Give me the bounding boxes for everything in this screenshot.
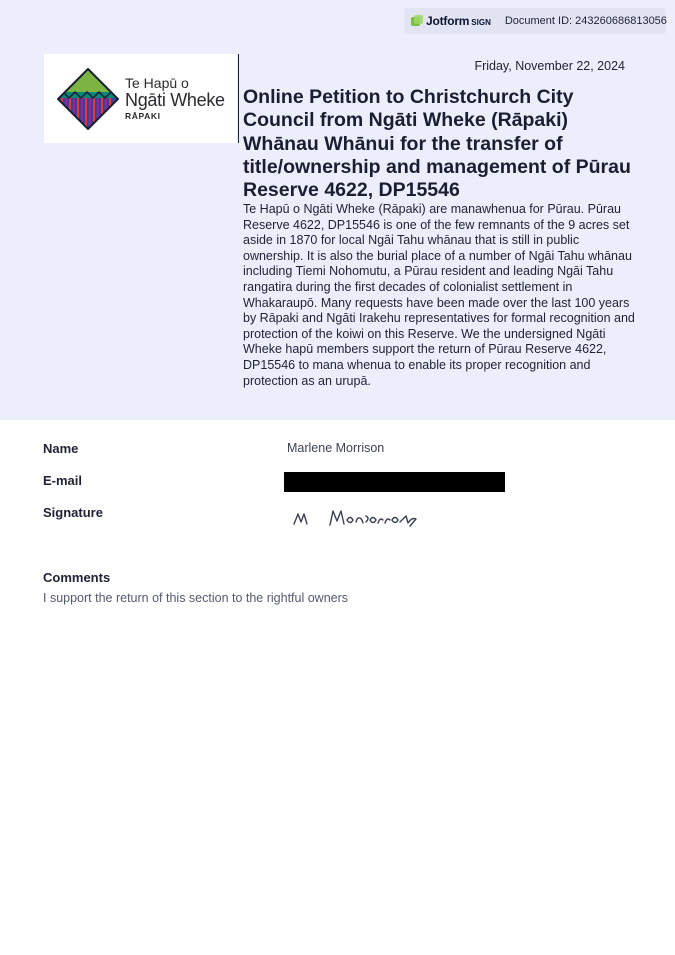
handwritten-signature bbox=[290, 504, 430, 534]
brand-name: Jotform bbox=[426, 14, 470, 28]
name-value: Marlene Morrison bbox=[287, 441, 385, 455]
email-label: E-mail bbox=[43, 473, 83, 488]
logo-line-2: Ngāti Wheke bbox=[125, 90, 225, 111]
logo-divider bbox=[238, 54, 239, 143]
name-label: Name bbox=[43, 441, 79, 456]
diamond-weave-icon bbox=[57, 68, 119, 130]
org-logo bbox=[44, 54, 237, 143]
petition-description: Te Hapū o Ngāti Wheke (Rāpaki) are manawhenua for Pūrau. Pūrau Reserve 4622, DP15546 is one of the few remnants of the 9 acres set aside in 1870 for local Ngāi Tahu whānau that is still in public ownership. It is also the burial place of a number of Ngāi Tahu whānau including Tiemi Nohomutu, a Pūrau resident and leading Ngāi Tahu rangatira during the first decades of colonialist settlement in Whakaraupō. Many requests have been made over the last 100 years by Rāpaki and Ngāti Irakehu representatives for formal recognition and protection of the koiwi on this Reserve. We the undersigned Ngāti Wheke hapū members support the return of Pūrau Reserve 4622, DP15546 to mana whenua to enable its proper recognition and protection as an urupā. bbox=[243, 202, 635, 388]
logo-line-1: Te Hapū o bbox=[125, 75, 189, 92]
logo-text bbox=[125, 76, 225, 121]
jotform-logo bbox=[411, 14, 491, 28]
brand-suffix: SIGN bbox=[471, 17, 491, 27]
comments-value: I support the return of this section to the rightful owners bbox=[43, 591, 349, 605]
email-redacted bbox=[284, 472, 505, 492]
signature-label: Signature bbox=[43, 505, 103, 520]
petition-title: Online Petition to Christchurch City Council from Ngāti Wheke (Rāpaki) Whānau Whānui for the transfer of title/ownership and management of Pūrau Reserve 4622, DP15546 bbox=[243, 86, 631, 202]
document-date: Friday, November 22, 2024 bbox=[474, 59, 625, 73]
document-id bbox=[505, 15, 667, 27]
document-id-label: Document ID: bbox=[504, 15, 573, 27]
jotform-icon bbox=[411, 15, 424, 28]
document-id-value: 243260686813056 bbox=[575, 15, 667, 27]
comments-label: Comments bbox=[43, 570, 111, 585]
jotform-document-badge bbox=[404, 8, 666, 34]
logo-line-3: RĀPAKI bbox=[125, 111, 161, 122]
